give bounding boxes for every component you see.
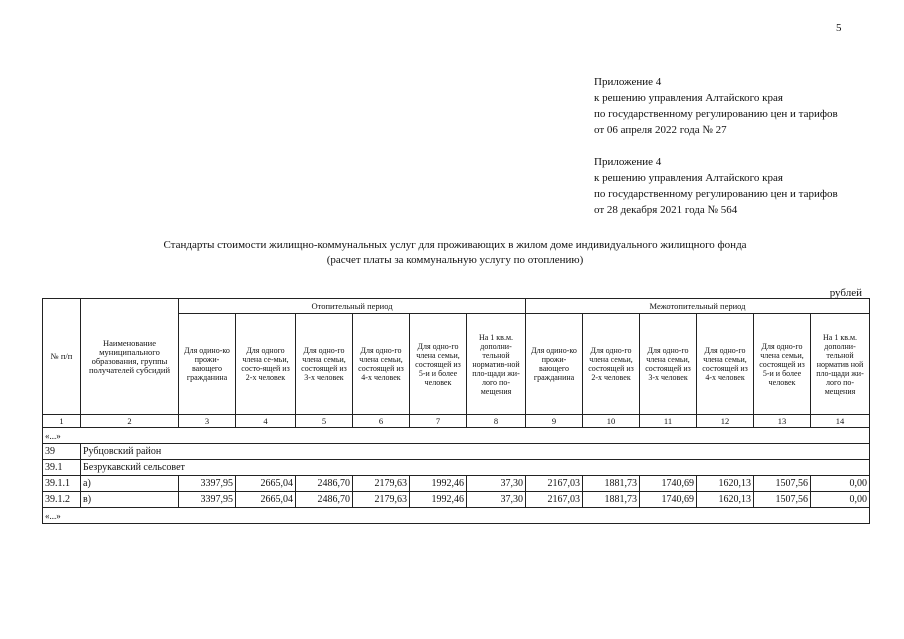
title-line-1: Стандарты стоимости жилищно-коммунальных услуг для проживающих в жилом доме индивидуального жилищного фонда <box>163 239 747 251</box>
value-cell: 1992,46 <box>410 492 467 508</box>
district-name: Рубцовский район <box>81 444 870 460</box>
header-non-heating-col: На 1 кв.м. дополни-тельной норматив ной пло-щади жи-лого по-мещения <box>811 314 870 415</box>
column-number: 8 <box>467 415 526 428</box>
value-cell: 37,30 <box>467 476 526 492</box>
page-number: 5 <box>836 22 842 34</box>
title-line-2: (расчет платы за коммунальную услугу по отоплению) <box>326 254 584 266</box>
value-cell: 2665,04 <box>236 492 296 508</box>
appendix-line: к решению управления Алтайского края <box>594 92 783 104</box>
value-cell: 0,00 <box>811 492 870 508</box>
value-cell: 2167,03 <box>526 492 583 508</box>
header-heating-period: Отопительный период <box>179 299 526 314</box>
header-heating-col: Для одино-ко прожи-вающего гражданина <box>179 314 236 415</box>
header-heating-col: Для одно-го члена семьи, состоящей из 5-и и более человек <box>410 314 467 415</box>
header-heating-col: На 1 кв.м. дополни-тельной норматив-ной пло-щади жи-лого по-мещения <box>467 314 526 415</box>
appendix-block-1 <box>594 74 838 138</box>
district-row <box>43 444 870 460</box>
column-number: 9 <box>526 415 583 428</box>
settlement-num: 39.1 <box>43 460 81 476</box>
column-number: 10 <box>583 415 640 428</box>
appendix-line: от 28 декабря 2021 года № 564 <box>594 204 738 216</box>
value-cell: 1507,56 <box>754 492 811 508</box>
ellipsis-cell: «...» <box>43 508 870 524</box>
document-title <box>40 238 870 268</box>
value-cell: 2665,04 <box>236 476 296 492</box>
column-number: 3 <box>179 415 236 428</box>
column-number: 2 <box>81 415 179 428</box>
tariff-table <box>42 298 870 524</box>
ellipsis-row <box>43 508 870 524</box>
ellipsis-cell: «...» <box>43 428 870 444</box>
value-cell: 1740,69 <box>640 492 697 508</box>
value-cell: 3397,95 <box>179 476 236 492</box>
value-cell: 3397,95 <box>179 492 236 508</box>
appendix-line: Приложение 4 <box>594 156 662 168</box>
ellipsis-row <box>43 428 870 444</box>
district-num: 39 <box>43 444 81 460</box>
header-heating-col: Для одного члена се-мьи, состо-ящей из 2-х человек <box>236 314 296 415</box>
value-cell: 1881,73 <box>583 476 640 492</box>
table-row <box>43 476 870 492</box>
appendix-line: от 06 апреля 2022 года № 27 <box>594 124 727 136</box>
header-num: № п/п <box>43 299 81 415</box>
value-cell: 1620,13 <box>697 492 754 508</box>
value-cell: 1507,56 <box>754 476 811 492</box>
appendix-line: к решению управления Алтайского края <box>594 172 783 184</box>
column-number-row <box>43 415 870 428</box>
value-cell: 1992,46 <box>410 476 467 492</box>
header-name: Наименование муниципального образования, группы получателей субсидий <box>81 299 179 415</box>
value-cell: 2486,70 <box>296 492 353 508</box>
header-heating-col: Для одно-го члена семьи, состоящей из 4-х человек <box>353 314 410 415</box>
header-non-heating-col: Для одно-го члена семьи, состоящей из 3-х человек <box>640 314 697 415</box>
column-number: 1 <box>43 415 81 428</box>
value-cell: 2179,63 <box>353 492 410 508</box>
header-non-heating-col: Для одно-го члена семьи, состоящей из 5-и и более человек <box>754 314 811 415</box>
column-number: 5 <box>296 415 353 428</box>
column-number: 4 <box>236 415 296 428</box>
row-name: а) <box>81 476 179 492</box>
column-number: 12 <box>697 415 754 428</box>
appendix-line: Приложение 4 <box>594 76 662 88</box>
value-cell: 37,30 <box>467 492 526 508</box>
column-number: 11 <box>640 415 697 428</box>
header-non-heating-col: Для одно-го члена семьи, состоящей из 4-х человек <box>697 314 754 415</box>
header-heating-col: Для одно-го члена семьи, состоящей из 3-х человек <box>296 314 353 415</box>
value-cell: 1740,69 <box>640 476 697 492</box>
value-cell: 1881,73 <box>583 492 640 508</box>
table-row <box>43 492 870 508</box>
row-name: в) <box>81 492 179 508</box>
column-number: 14 <box>811 415 870 428</box>
value-cell: 2486,70 <box>296 476 353 492</box>
column-number: 6 <box>353 415 410 428</box>
header-non-heating-period: Межотопительный период <box>526 299 870 314</box>
settlement-row <box>43 460 870 476</box>
column-number: 7 <box>410 415 467 428</box>
row-num: 39.1.2 <box>43 492 81 508</box>
settlement-name: Безрукавский сельсовет <box>81 460 870 476</box>
units-label: рублей <box>829 287 862 299</box>
appendix-line: по государственному регулированию цен и тарифов <box>594 108 838 120</box>
value-cell: 2179,63 <box>353 476 410 492</box>
value-cell: 0,00 <box>811 476 870 492</box>
header-non-heating-col: Для одно-го члена семьи, состоящей из 2-х человек <box>583 314 640 415</box>
row-num: 39.1.1 <box>43 476 81 492</box>
header-non-heating-col: Для одино-ко прожи-вающего гражданина <box>526 314 583 415</box>
value-cell: 1620,13 <box>697 476 754 492</box>
appendix-line: по государственному регулированию цен и тарифов <box>594 188 838 200</box>
value-cell: 2167,03 <box>526 476 583 492</box>
column-number: 13 <box>754 415 811 428</box>
appendix-block-2 <box>594 154 838 218</box>
